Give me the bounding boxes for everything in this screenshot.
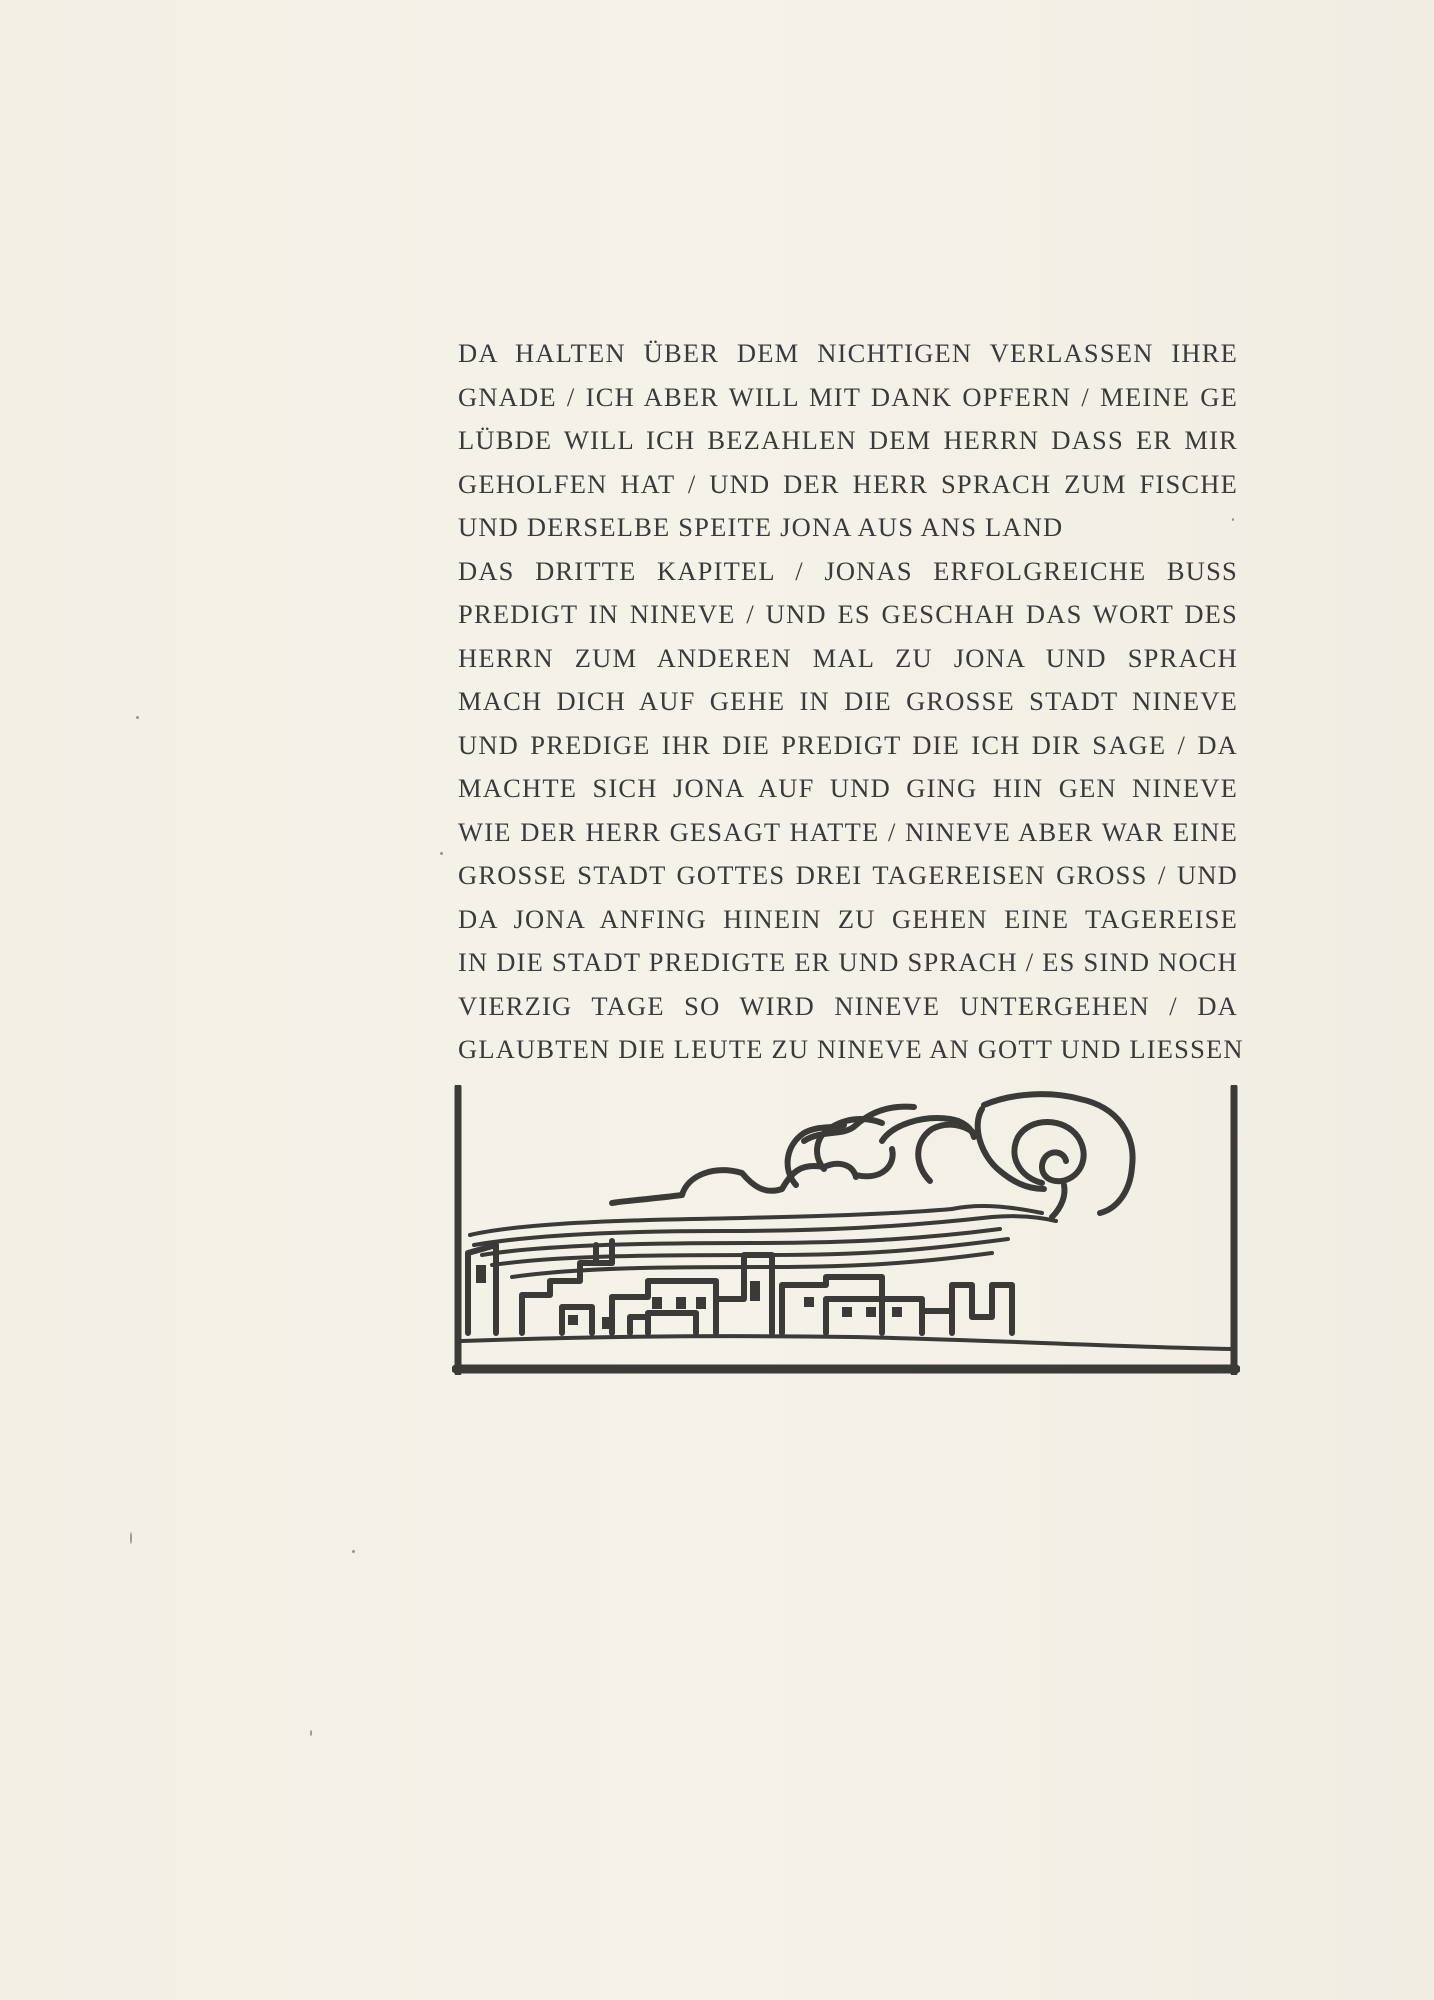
- text-line: WIE DER HERR GESAGT HATTE / NINEVE ABER WAR EINE: [458, 816, 1238, 847]
- text-line: GROSSE STADT GOTTES DREI TAGEREISEN GROSS / UND: [458, 860, 1238, 890]
- paper-speck: [440, 852, 443, 855]
- clouds: [612, 1094, 1133, 1217]
- body-text: [458, 332, 1244, 1072]
- paper-speck: [352, 1550, 355, 1553]
- text-line: LÜBDE WILL ICH BEZAHLEN DEM HERRN DASS ER MIR: [458, 425, 1238, 455]
- paper-speck: [136, 716, 139, 719]
- text-line: VIERZIG TAGE SO WIRD NINEVE UNTERGEHEN / DA: [458, 990, 1238, 1021]
- text-line: DA HALTEN ÜBER DEM NICHTIGEN VERLASSEN IHRE: [458, 338, 1238, 368]
- paper-speck: [310, 1730, 312, 1736]
- text-line: HERRN ZUM ANDEREN MAL ZU JONA UND SPRACH: [458, 642, 1238, 673]
- text-line: IN DIE STADT PREDIGTE ER UND SPRACH / ES SIND NOCH: [458, 947, 1238, 977]
- text-line: GLAUBTEN DIE LEUTE ZU NINEVE AN GOTT UND LIESSEN: [458, 1034, 1244, 1064]
- ground-line: [462, 1336, 1232, 1349]
- paper-speck: [1232, 518, 1234, 521]
- chapter-heading-line: DAS DRITTE KAPITEL / JONAS ERFOLGREICHE BUSS: [458, 555, 1238, 586]
- text-line: UND PREDIGE IHR DIE PREDIGT DIE ICH DIR SAGE / DA: [458, 729, 1238, 760]
- paper-speck: [130, 1532, 132, 1544]
- text-line: MACHTE SICH JONA AUF UND GING HIN GEN NINEVE: [458, 773, 1238, 803]
- text-line: DA JONA ANFING HINEIN ZU GEHEN EINE TAGEREISE: [458, 903, 1238, 934]
- text-line: GEHOLFEN HAT / UND DER HERR SPRACH ZUM FISCHE: [458, 468, 1238, 499]
- text-line: PREDIGT IN NINEVE / UND ES GESCHAH DAS WORT DES: [458, 599, 1238, 629]
- wind-lines: [470, 1206, 1056, 1277]
- woodcut-illustration: [452, 1085, 1240, 1375]
- text-line: MACH DICH AUF GEHE IN DIE GROSSE STADT NINEVE: [458, 686, 1238, 716]
- text-line: GNADE / ICH ABER WILL MIT DANK OPFERN / MEINE GE: [458, 381, 1238, 412]
- text-line: UND DERSELBE SPEITE JONA AUS ANS LAND: [458, 512, 1064, 542]
